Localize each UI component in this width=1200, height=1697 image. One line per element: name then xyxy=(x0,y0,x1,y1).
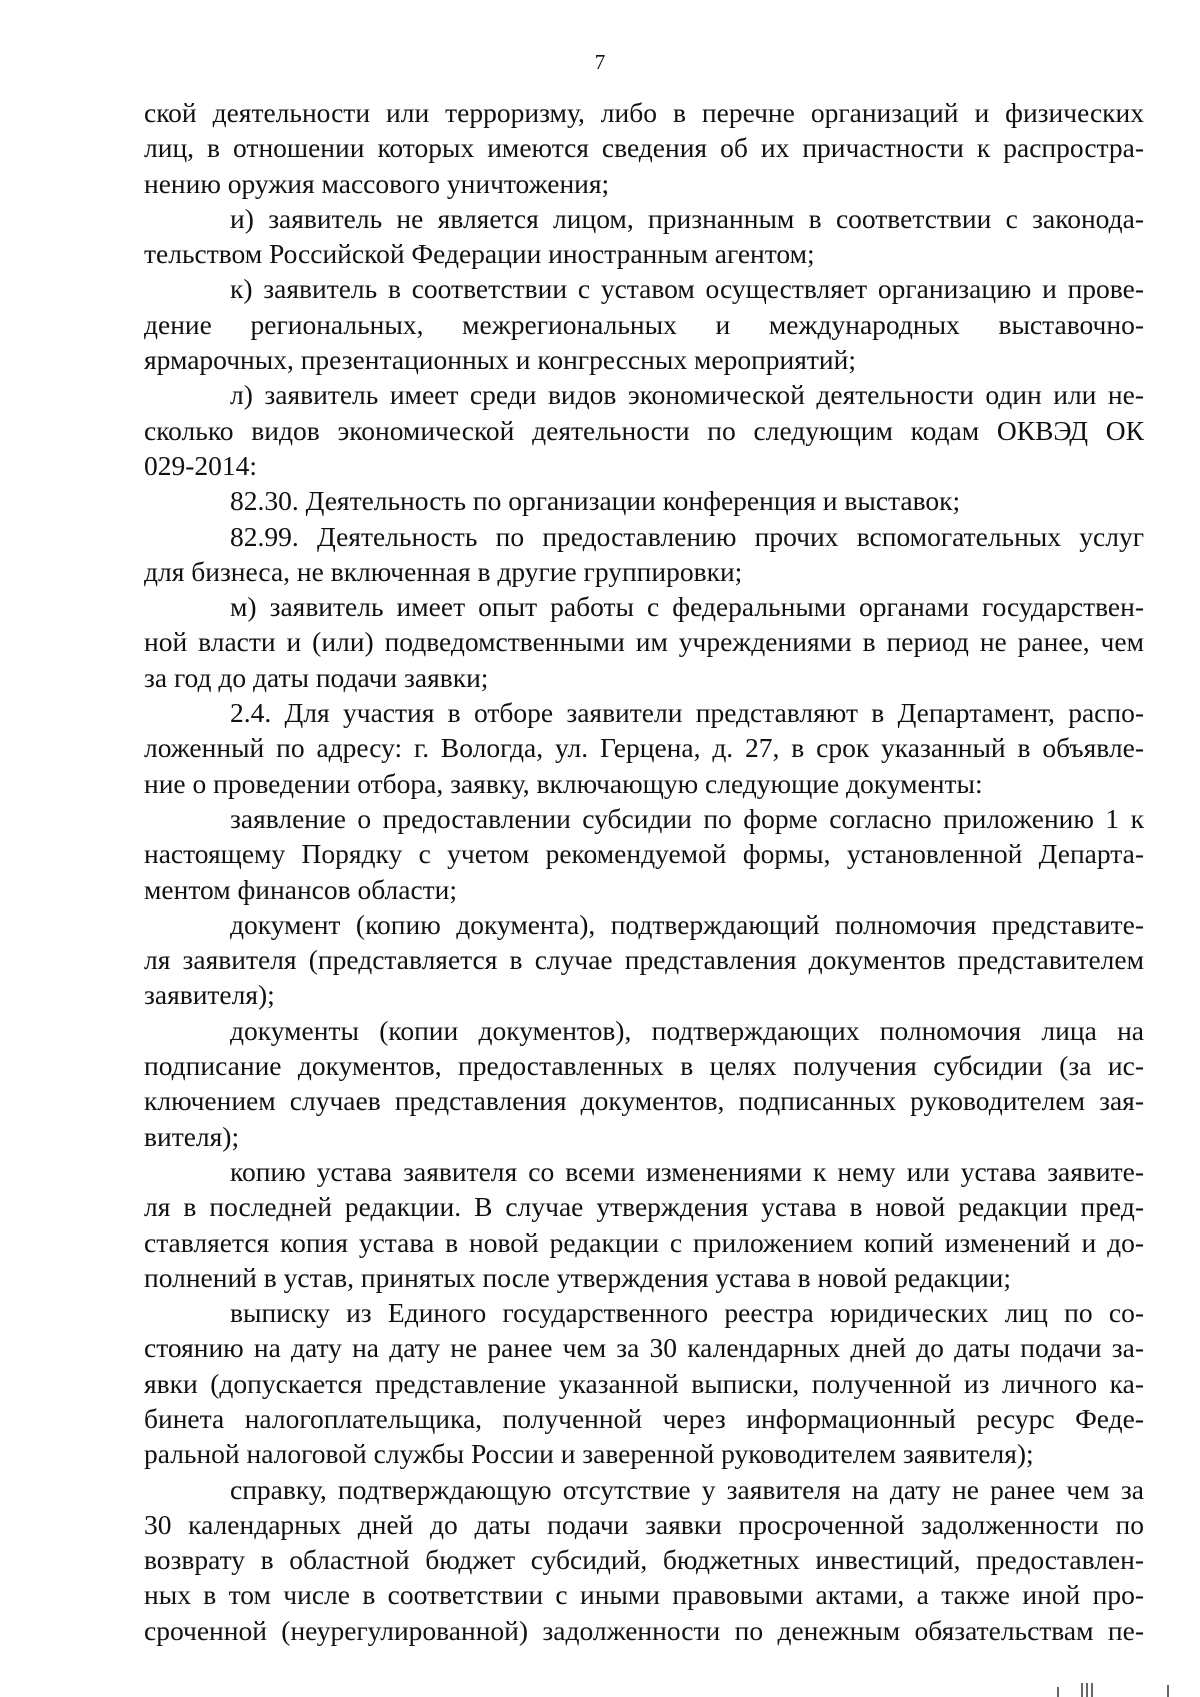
text-line: тельством Российской Федерации иностранным агентом; xyxy=(144,238,815,270)
text-line: 2.4. Для участия в отборе заявители представляют в Департамент, распо- xyxy=(230,697,1144,729)
text-line: сроченной (неурегулированной) задолженности по денежным обязательствам пе- xyxy=(144,1614,1144,1646)
text-line: подписание документов, предоставленных в целях получения субсидии (за ис- xyxy=(144,1050,1144,1082)
document-body xyxy=(144,95,1144,1648)
text-line: ментом финансов области; xyxy=(144,873,458,905)
text-line: явки (допускается представление указанной выписки, полученной из личного ка- xyxy=(144,1367,1144,1399)
text-line: нению оружия массового уничтожения; xyxy=(144,167,610,199)
text-line: стоянию на дату на дату не ранее чем за 30 календарных дней до даты подачи за- xyxy=(144,1332,1144,1364)
text-line: ных в том числе в соответствии с иными правовыми актами, а также иной про- xyxy=(144,1579,1144,1611)
text-line: вителя); xyxy=(144,1120,240,1152)
text-line: 82.30. Деятельность по организации конференция и выставок; xyxy=(230,485,961,517)
text-line: за год до даты подачи заявки; xyxy=(144,661,489,693)
text-line: документы (копии документов), подтверждающих полномочия лица на xyxy=(230,1014,1144,1046)
text-line: к) заявитель в соответствии с уставом осуществляет организацию и прове- xyxy=(230,273,1144,305)
text-line: ля в последней редакции. В случае утверждения устава в новой редакции пред- xyxy=(144,1191,1144,1223)
text-line: справку, подтверждающую отсутствие у заявителя на дату не ранее чем за xyxy=(230,1473,1144,1505)
text-line: документ (копию документа), подтверждающий полномочия представите- xyxy=(230,908,1144,940)
text-line: ключением случаев представления документов, подписанных руководителем зая- xyxy=(144,1085,1144,1117)
text-line: возврату в областной бюджет субсидий, бюджетных инвестиций, предоставлен- xyxy=(144,1544,1144,1576)
text-line: 029-2014: xyxy=(144,449,258,481)
text-line: сколько видов экономической деятельности по следующим кодам ОКВЭД ОК xyxy=(144,414,1144,446)
text-line: м) заявитель имеет опыт работы с федеральными органами государствен- xyxy=(230,591,1144,623)
scan-edge-marks xyxy=(1030,1677,1180,1697)
text-line: ля заявителя (представляется в случае представления документов представителем xyxy=(144,944,1144,976)
text-line: выписку из Единого государственного реестра юридических лиц по со- xyxy=(230,1297,1144,1329)
text-line: бинета налогоплательщика, полученной через информационный ресурс Феде- xyxy=(144,1402,1144,1434)
text-line: для бизнеса, не включенная в другие группировки; xyxy=(144,555,743,587)
text-line: и) заявитель не является лицом, признанным в соответствии с законода- xyxy=(230,202,1144,234)
text-line: 82.99. Деятельность по предоставлению прочих вспомогательных услуг xyxy=(230,520,1144,552)
text-line: лиц, в отношении которых имеются сведения об их причастности к распростра- xyxy=(144,132,1144,164)
text-line: копию устава заявителя со всеми изменениями к нему или устава заявите- xyxy=(230,1155,1144,1187)
text-line: ярмарочных, презентационных и конгрессных мероприятий; xyxy=(144,344,856,376)
text-line: заявление о предоставлении субсидии по форме согласно приложению 1 к xyxy=(230,802,1144,834)
text-line: дение региональных, межрегиональных и международных выставочно- xyxy=(144,308,1144,340)
text-line: ставляется копия устава в новой редакции с приложением копий изменений и до- xyxy=(144,1226,1144,1258)
text-line: ской деятельности или терроризму, либо в перечне организаций и физических xyxy=(144,97,1144,128)
text-line: ральной налоговой службы России и заверенной руководителем заявителя); xyxy=(144,1438,1034,1470)
text-line: ложенный по адресу: г. Вологда, ул. Герцена, д. 27, в срок указанный в объявле- xyxy=(144,732,1144,764)
text-line: ние о проведении отбора, заявку, включающую следующие документы: xyxy=(144,767,983,799)
text-line: полнений в устав, принятых после утверждения устава в новой редакции; xyxy=(144,1261,1012,1293)
text-line: л) заявитель имеет среди видов экономической деятельности один или не- xyxy=(230,379,1144,411)
text-line: ной власти и (или) подведомственными им учреждениями в период не ранее, чем xyxy=(144,626,1144,658)
text-line: настоящему Порядку с учетом рекомендуемой формы, установленной Департа- xyxy=(144,838,1144,870)
text-line: заявителя); xyxy=(144,979,275,1011)
page-number: 7 xyxy=(594,50,606,74)
text-line: 30 календарных дней до даты подачи заявки просроченной задолженности по xyxy=(144,1508,1144,1540)
